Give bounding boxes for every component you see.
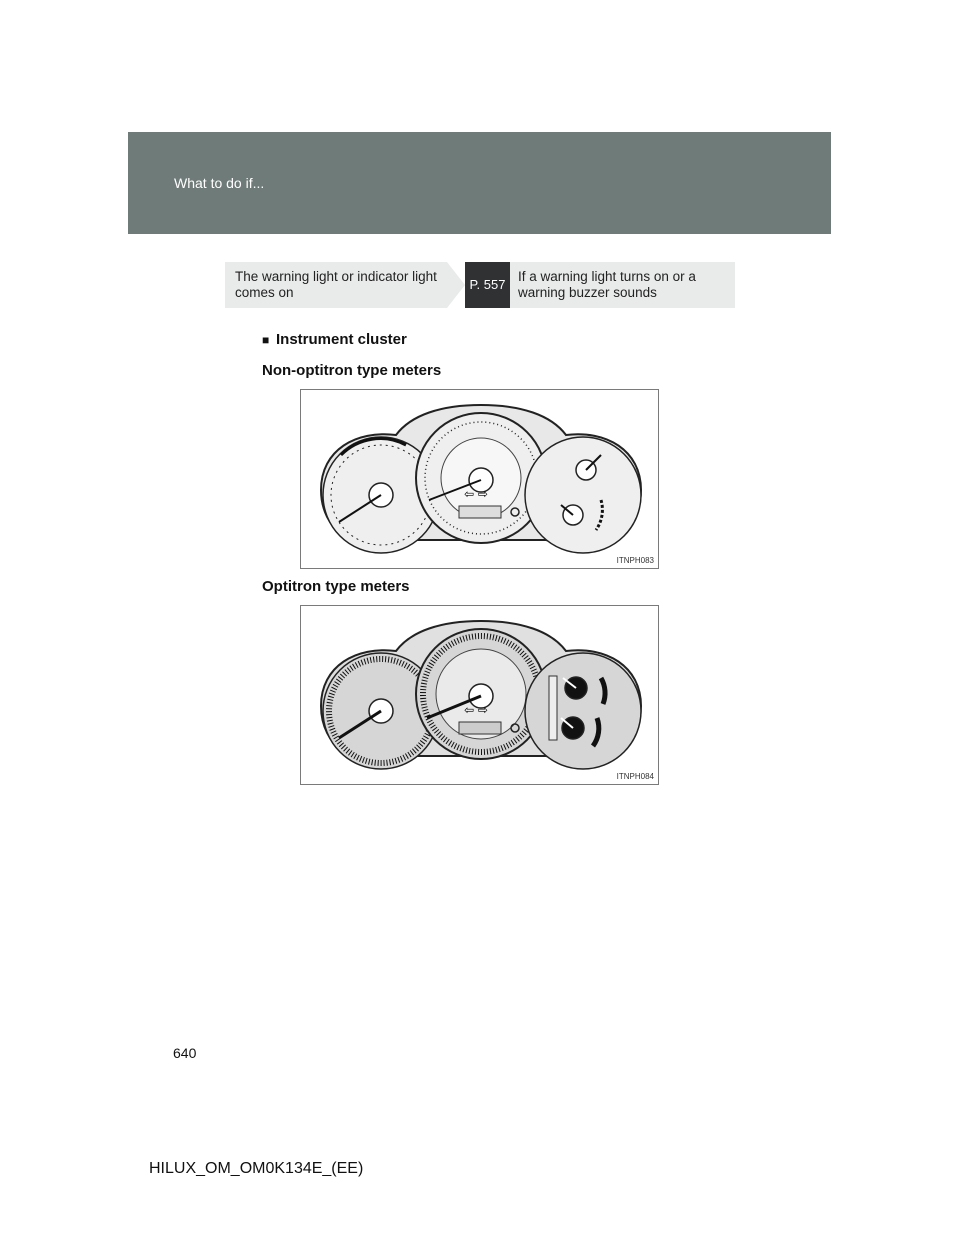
reference-target [510,262,735,308]
figure-optitron-meters [300,605,659,785]
figure-heading-optitron: Optitron type meters [262,578,410,595]
figure-non-optitron-meters [300,389,659,569]
svg-text:⇦ ⇨: ⇦ ⇨ [464,487,488,501]
reference-target-text: If a warning light turns on or a warning buzzer sounds [518,269,696,300]
section-title: Instrument cluster [276,331,407,348]
reference-condition-text: The warning light or indicator light comes on [235,269,437,300]
reference-bar [225,262,735,308]
reference-page-link[interactable]: P. 557 [465,262,510,308]
svg-text:⇦ ⇨: ⇦ ⇨ [464,703,488,717]
figure-code: ITNPH083 [616,556,654,565]
reference-condition [225,262,465,308]
instrument-cluster-illustration [301,390,658,568]
header-band [128,132,831,234]
document-code: HILUX_OM_OM0K134E_(EE) [149,1160,364,1177]
instrument-cluster-illustration [301,606,658,784]
figure-code: ITNPH084 [616,772,654,781]
square-bullet-icon: ■ [262,333,270,347]
chapter-title: What to do if... [174,175,265,191]
figure-heading-non-optitron: Non-optitron type meters [262,362,442,379]
section-heading [262,331,407,348]
page-number: 640 [173,1045,197,1061]
